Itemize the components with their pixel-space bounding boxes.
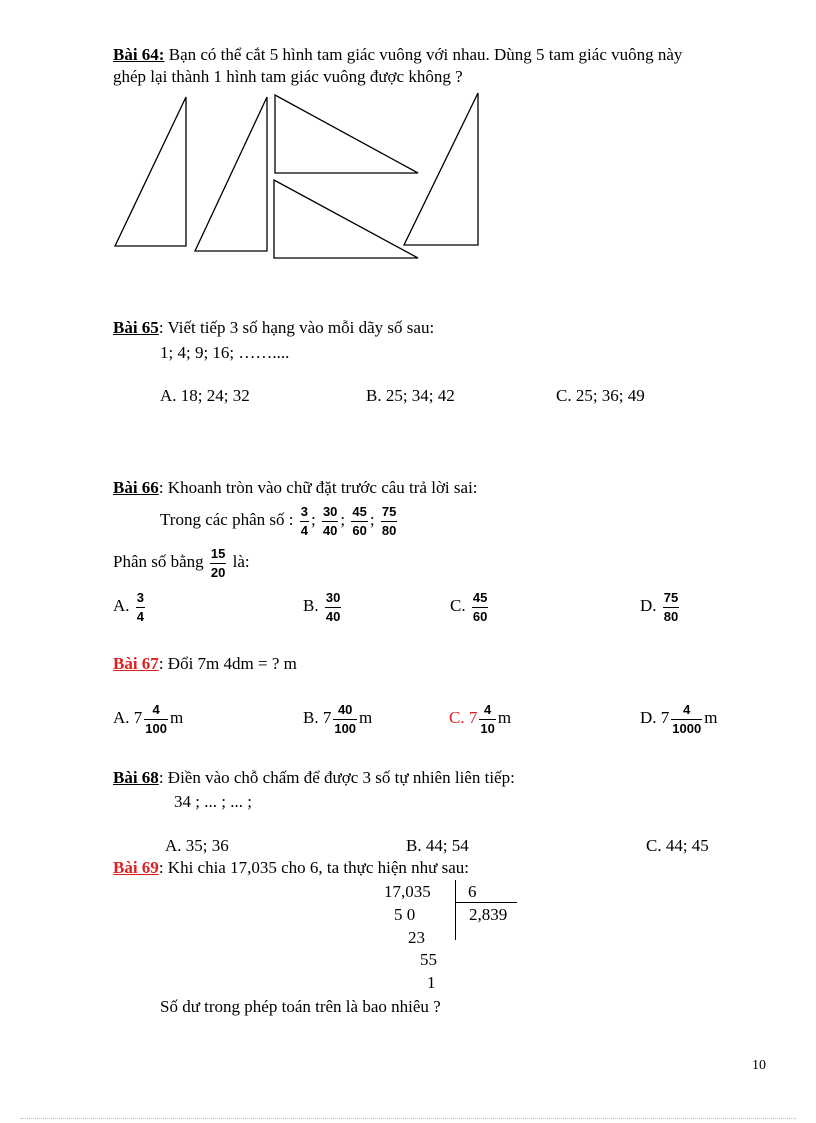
b66-frac-3: $\frac{45}{60}$ (352, 503, 367, 538)
division-vertical-line (455, 880, 456, 940)
b69-text: : Khi chia 17,035 cho 6, ta thực hiện như sau: (158, 858, 470, 877)
b69-question: Số dư trong phép toán trên là bao nhiêu ? (160, 997, 441, 1016)
b66-question-frac: $\frac{15}{20}$ (210, 545, 226, 580)
divisor: 6 (468, 882, 477, 901)
b67-option-b[interactable]: B. 7 $\frac{40}{100}$ m (303, 701, 373, 736)
b65-option-a[interactable]: A. 18; 24; 32 (160, 386, 250, 405)
b68-text: : Điền vào chỗ chấm để được 3 số tự nhiên liên tiếp: (158, 768, 515, 787)
b64-text1: Bạn có thể cắt 5 hình tam giác vuông với nhau. Dùng 5 tam giác vuông này (168, 45, 683, 64)
b66-option-d[interactable]: D. $\frac{75}{80}$ (640, 589, 679, 624)
b66-option-b[interactable]: B. $\frac{30}{40}$ (303, 589, 341, 624)
b65-option-b[interactable]: B. 25; 34; 42 (366, 386, 455, 405)
triangle-1 (115, 97, 186, 246)
division-horizontal-line (455, 902, 517, 903)
b67-label: Bài 67 (113, 654, 159, 673)
footer-dotted-line (20, 1118, 796, 1119)
b67-text: : Đổi 7m 4dm = ? m (158, 654, 297, 673)
step-2: 23 (408, 928, 425, 947)
b66-intro: Trong các phân số : (160, 510, 294, 529)
triangle-3 (275, 95, 418, 173)
b66-frac-1: $\frac{3}{4}$ (300, 503, 308, 538)
triangle-2 (195, 97, 267, 251)
b66-option-c[interactable]: C. $\frac{45}{60}$ (450, 589, 488, 624)
step-4: 1 (427, 973, 436, 992)
triangle-5 (404, 93, 478, 245)
step-3: 55 (420, 950, 437, 969)
b66-frac-4: $\frac{75}{80}$ (381, 503, 397, 538)
b67-option-c[interactable]: C. 7 $\frac{4}{10}$ m (449, 701, 512, 736)
b66-question-post: là: (232, 552, 250, 571)
dividend: 17,035 (384, 882, 431, 901)
step-1: 5 0 (394, 905, 416, 924)
b66-frac-2: $\frac{30}{40}$ (322, 503, 338, 538)
b65-label: Bài 65 (113, 318, 159, 337)
triangles-figure (100, 90, 500, 265)
b65-sequence: 1; 4; 9; 16; …….... (160, 343, 290, 362)
b64-text2: ghép lại thành 1 hình tam giác vuông được không ? (113, 67, 463, 86)
b66-option-a[interactable]: A. $\frac{3}{4}$ (113, 589, 145, 624)
b67-option-d[interactable]: D. 7 $\frac{4}{1000}$ m (640, 701, 718, 736)
b66-question-pre: Phân số bằng (113, 552, 204, 571)
b68-label: Bài 68 (113, 768, 159, 787)
b68-option-b[interactable]: B. 44; 54 (406, 836, 469, 855)
b65-option-c[interactable]: C. 25; 36; 49 (556, 386, 645, 405)
b64-label: Bài 64: (113, 45, 165, 64)
b66-text: : Khoanh tròn vào chữ đặt trước câu trả lời sai: (158, 478, 478, 497)
b67-option-a[interactable]: A. 7 $\frac{4}{100}$ m (113, 701, 184, 736)
b69-label: Bài 69 (113, 858, 159, 877)
triangle-4 (274, 180, 418, 258)
b66-label: Bài 66 (113, 478, 159, 497)
b68-sequence: 34 ; ... ; ... ; (174, 792, 252, 811)
b65-text: : Viết tiếp 3 số hạng vào mỗi dãy số sau: (158, 318, 435, 337)
quotient: 2,839 (469, 905, 508, 924)
b68-option-c[interactable]: C. 44; 45 (646, 836, 709, 855)
b68-option-a[interactable]: A. 35; 36 (165, 836, 229, 855)
page-number: 10 (752, 1058, 766, 1073)
